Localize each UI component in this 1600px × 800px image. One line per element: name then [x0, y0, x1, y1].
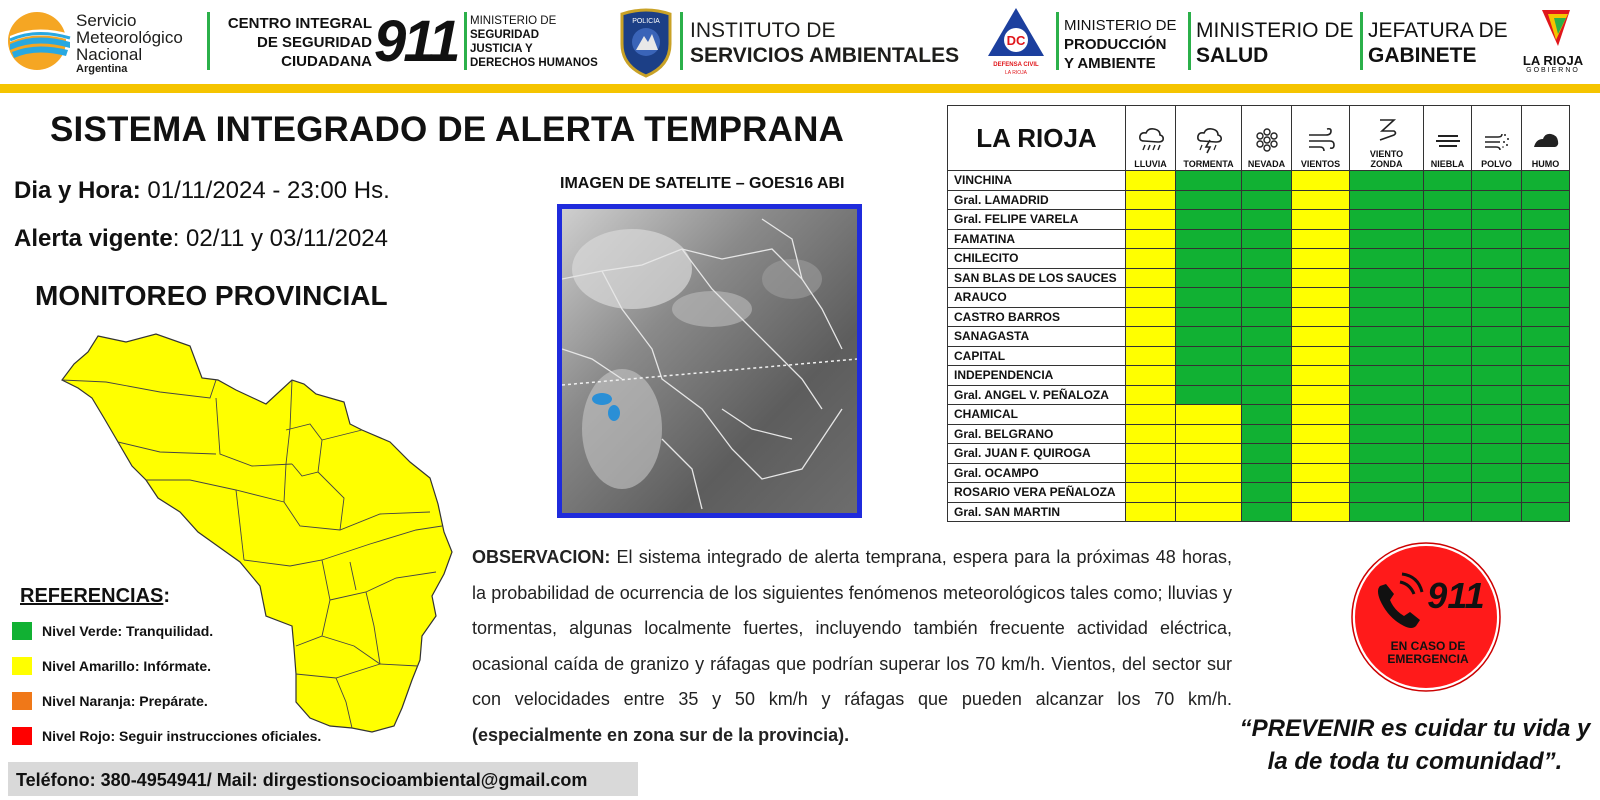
- jefatura-line1: JEFATURA DE: [1368, 19, 1508, 42]
- alert-level-cell: [1522, 171, 1570, 191]
- alert-level-cell: [1522, 210, 1570, 230]
- alert-level-cell: [1126, 463, 1176, 483]
- monitoreo-title: MONITOREO PROVINCIAL: [35, 280, 388, 311]
- smn-country: Argentina: [76, 63, 128, 75]
- table-row: [948, 288, 1570, 308]
- department-name: Gral. SAN MARTIN: [948, 502, 1126, 522]
- alert-level-cell: [1176, 190, 1242, 210]
- isa-line2: SERVICIOS AMBIENTALES: [690, 44, 960, 67]
- alert-level-cell: [1126, 307, 1176, 327]
- department-name: Gral. OCAMPO: [948, 463, 1126, 483]
- alert-level-cell: [1126, 483, 1176, 503]
- alert-level-cell: [1472, 483, 1522, 503]
- alert-level-cell: [1522, 307, 1570, 327]
- cisc-911-logo: [214, 6, 458, 78]
- la-rioja-mark-icon: [1508, 6, 1598, 52]
- alert-level-cell: [1292, 190, 1350, 210]
- alert-level-cell: [1424, 210, 1472, 230]
- alert-level-cell: [1242, 463, 1292, 483]
- alert-level-cell: [1424, 171, 1472, 191]
- alert-level-cell: [1176, 229, 1242, 249]
- alert-level-cell: [1292, 483, 1350, 503]
- legend-swatch: [12, 692, 32, 710]
- alert-level-cell: [1292, 346, 1350, 366]
- min-prod-line2: PRODUCCIÓN: [1064, 36, 1167, 53]
- alert-level-cell: [1522, 444, 1570, 464]
- dust-icon: [1482, 125, 1512, 155]
- department-name: Gral. BELGRANO: [948, 424, 1126, 444]
- alert-level-cell: [1242, 210, 1292, 230]
- alert-level-cell: [1242, 483, 1292, 503]
- alert-level-cell: [1126, 366, 1176, 386]
- alert-level-cell: [1350, 307, 1424, 327]
- alert-level-cell: [1472, 385, 1522, 405]
- rain-icon: [1136, 125, 1166, 155]
- alert-level-cell: [1292, 444, 1350, 464]
- fecha-label: Dia y Hora:: [14, 177, 141, 204]
- alert-level-cell: [1242, 268, 1292, 288]
- alert-level-cell: [1292, 249, 1350, 269]
- alert-level-cell: [1350, 483, 1424, 503]
- min-seg-line4: DERECHOS HUMANOS: [470, 57, 598, 69]
- alert-level-cell: [1424, 190, 1472, 210]
- department-name: Gral. FELIPE VARELA: [948, 210, 1126, 230]
- alert-level-cell: [1472, 288, 1522, 308]
- alert-level-cell: [1176, 502, 1242, 522]
- alert-table: [947, 105, 1570, 522]
- alert-level-cell: [1350, 229, 1424, 249]
- alert-level-cell: [1242, 444, 1292, 464]
- slogan: [1232, 712, 1598, 778]
- cisc-number: 911: [374, 9, 458, 74]
- alert-level-cell: [1292, 229, 1350, 249]
- cisc-line2: DE SEGURIDAD: [256, 34, 372, 51]
- table-row: [948, 385, 1570, 405]
- legend-label: Nivel Verde: Tranquilidad.: [42, 623, 214, 639]
- table-row: [948, 268, 1570, 288]
- alert-level-cell: [1126, 385, 1176, 405]
- department-name: SANAGASTA: [948, 327, 1126, 347]
- alert-level-cell: [1350, 502, 1424, 522]
- smn-line1: Servicio: [76, 11, 137, 30]
- legend-swatch: [12, 727, 32, 745]
- alert-level-cell: [1242, 249, 1292, 269]
- department-name: VINCHINA: [948, 171, 1126, 191]
- table-row: [948, 210, 1570, 230]
- alerta-value: : 02/11 y 03/11/2024: [172, 225, 389, 252]
- dc-line2: LA RIOJA: [1005, 70, 1027, 76]
- alert-level-cell: [1350, 210, 1424, 230]
- referencias-title-text: REFERENCIAS: [20, 585, 164, 607]
- col-label: LLUVIA: [1134, 159, 1167, 169]
- fecha-hora: [14, 177, 390, 205]
- table-row: [948, 502, 1570, 522]
- alert-level-cell: [1522, 385, 1570, 405]
- col-label: POLVO: [1481, 159, 1512, 169]
- alert-level-cell: [1472, 190, 1522, 210]
- header-separator: [464, 12, 467, 70]
- alert-level-cell: [1242, 424, 1292, 444]
- alert-level-cell: [1472, 405, 1522, 425]
- table-row: [948, 190, 1570, 210]
- table-row: [948, 424, 1570, 444]
- zonda-icon: [1372, 115, 1402, 145]
- col-niebla: [1424, 106, 1472, 171]
- alert-level-cell: [1242, 190, 1292, 210]
- satellite-imagery: [562, 209, 857, 513]
- col-polvo: [1472, 106, 1522, 171]
- alert-level-cell: [1472, 307, 1522, 327]
- alerta-label: Alerta vigente: [14, 225, 173, 252]
- policia-label: POLICIA: [632, 18, 660, 25]
- table-row: [948, 327, 1570, 347]
- alert-level-cell: [1424, 327, 1472, 347]
- alert-level-cell: [1472, 346, 1522, 366]
- alert-level-cell: [1350, 190, 1424, 210]
- alert-level-cell: [1350, 444, 1424, 464]
- alert-level-cell: [1424, 424, 1472, 444]
- min-prod-line3: Y AMBIENTE: [1064, 55, 1156, 72]
- department-name: CHAMICAL: [948, 405, 1126, 425]
- alert-level-cell: [1126, 288, 1176, 308]
- table-row: [948, 405, 1570, 425]
- alert-level-cell: [1424, 346, 1472, 366]
- alert-level-cell: [1522, 366, 1570, 386]
- alert-level-cell: [1424, 385, 1472, 405]
- legend-item: [12, 653, 352, 688]
- alert-level-cell: [1350, 249, 1424, 269]
- policia-badge: [618, 6, 674, 78]
- cisc-line3: CIUDADANA: [281, 53, 372, 70]
- header-separator: [1188, 12, 1191, 70]
- wind-icon: [1306, 125, 1336, 155]
- jefatura-line2: GABINETE: [1368, 44, 1477, 67]
- smn-line3: Nacional: [76, 45, 143, 64]
- smoke-icon: [1531, 125, 1561, 155]
- smn-logo: [6, 6, 206, 78]
- table-row: [948, 483, 1570, 503]
- emergency-line1: EN CASO DE: [1390, 639, 1466, 653]
- alert-level-cell: [1472, 366, 1522, 386]
- department-name: SAN BLAS DE LOS SAUCES: [948, 268, 1126, 288]
- alert-level-cell: [1472, 229, 1522, 249]
- slogan-line2: la de toda tu comunidad”.: [1267, 748, 1563, 775]
- alert-level-cell: [1292, 288, 1350, 308]
- col-lluvia: [1126, 106, 1176, 171]
- alert-level-cell: [1126, 229, 1176, 249]
- header-separator: [207, 12, 210, 70]
- observacion-text: El sistema integrado de alerta temprana, espera para la próximas 48 horas, la probabilidad de ocurrencia de los siguientes fenómenos meteorológicos tales como; lluvias y tormentas, algunas localmente fuertes, incluyendo también frecuente actividad eléctrica, ocasional caída de granizo y ráfagas que podrían superar los 70 km/h. Vientos, del sector sur con velocidades entre 35 y 50 km/h y ráfagas que pueden alcanzar los 70 km/h.: [472, 547, 1232, 710]
- alert-level-cell: [1176, 385, 1242, 405]
- department-name: Gral. LAMADRID: [948, 190, 1126, 210]
- department-name: CAPITAL: [948, 346, 1126, 366]
- min-prod-line1: MINISTERIO DE: [1064, 17, 1177, 34]
- table-row: [948, 444, 1570, 464]
- alert-level-cell: [1126, 171, 1176, 191]
- legend-item: [12, 688, 352, 723]
- alert-level-cell: [1176, 444, 1242, 464]
- alert-level-cell: [1242, 366, 1292, 386]
- alert-level-cell: [1176, 346, 1242, 366]
- legend-label: Nivel Rojo: Seguir instrucciones oficiales.: [42, 728, 322, 744]
- alert-level-cell: [1522, 249, 1570, 269]
- alert-level-cell: [1126, 346, 1176, 366]
- alert-level-cell: [1424, 366, 1472, 386]
- min-salud-line2: SALUD: [1196, 44, 1269, 67]
- alert-level-cell: [1424, 483, 1472, 503]
- alert-level-cell: [1292, 502, 1350, 522]
- col-tormenta: [1176, 106, 1242, 171]
- table-row: [948, 249, 1570, 269]
- alert-level-cell: [1292, 171, 1350, 191]
- cisc-line1: CENTRO INTEGRAL: [227, 15, 372, 32]
- department-name: ROSARIO VERA PEÑALOZA: [948, 483, 1126, 503]
- alert-level-cell: [1350, 405, 1424, 425]
- fecha-value: 01/11/2024 - 23:00 Hs.: [140, 177, 390, 204]
- alert-level-cell: [1424, 502, 1472, 522]
- header-separator: [680, 12, 683, 70]
- alert-level-cell: [1292, 210, 1350, 230]
- alert-level-cell: [1126, 268, 1176, 288]
- legend-label: Nivel Naranja: Prepárate.: [42, 693, 208, 709]
- alert-level-cell: [1292, 424, 1350, 444]
- alert-level-cell: [1522, 190, 1570, 210]
- observacion-paragraph: [472, 540, 1232, 754]
- smn-line2: Meteorológico: [76, 28, 183, 47]
- header-logos: [0, 0, 1600, 84]
- isa-line1: INSTITUTO DE: [690, 19, 836, 42]
- alert-level-cell: [1424, 405, 1472, 425]
- police-shield-icon: [618, 6, 674, 78]
- alert-level-cell: [1424, 463, 1472, 483]
- department-name: CASTRO BARROS: [948, 307, 1126, 327]
- alert-level-cell: [1126, 405, 1176, 425]
- alert-level-cell: [1176, 307, 1242, 327]
- alert-level-cell: [1242, 502, 1292, 522]
- alert-level-cell: [1292, 463, 1350, 483]
- alert-level-cell: [1242, 346, 1292, 366]
- min-salud-line1: MINISTERIO DE: [1196, 19, 1354, 42]
- alert-level-cell: [1292, 366, 1350, 386]
- alert-level-cell: [1176, 424, 1242, 444]
- smn-swirl-icon: [6, 10, 72, 72]
- alert-level-cell: [1350, 385, 1424, 405]
- table-row: [948, 171, 1570, 191]
- defensa-civil-logo: [986, 6, 1046, 78]
- table-row: [948, 346, 1570, 366]
- referencias-title: [20, 585, 352, 608]
- col-label: VIENTOS: [1300, 159, 1341, 169]
- legend-item: [12, 618, 352, 653]
- observacion-tail: (especialmente en zona sur de la provincia).: [472, 724, 850, 745]
- col-humo: [1522, 106, 1570, 171]
- observacion-label: OBSERVACION:: [472, 547, 611, 567]
- col-vientos: [1292, 106, 1350, 171]
- alert-table-body: [948, 171, 1570, 522]
- alert-level-cell: [1242, 405, 1292, 425]
- alert-level-cell: [1126, 424, 1176, 444]
- alert-level-cell: [1522, 424, 1570, 444]
- legend-swatch: [12, 657, 32, 675]
- alerta-vigente: [14, 225, 388, 253]
- alert-level-cell: [1472, 268, 1522, 288]
- alert-level-cell: [1292, 307, 1350, 327]
- la-rioja-line1: LA RIOJA: [1522, 53, 1584, 68]
- alert-level-cell: [1350, 346, 1424, 366]
- min-salud-logo: [1196, 6, 1356, 78]
- alert-level-cell: [1350, 288, 1424, 308]
- header-separator: [1360, 12, 1363, 70]
- alert-level-cell: [1522, 463, 1570, 483]
- alert-level-cell: [1472, 171, 1522, 191]
- alert-level-cell: [1424, 307, 1472, 327]
- alert-level-cell: [1350, 366, 1424, 386]
- alert-level-cell: [1472, 502, 1522, 522]
- alert-level-cell: [1176, 210, 1242, 230]
- col-label: NEVADA: [1247, 159, 1286, 169]
- defensa-civil-icon: [986, 6, 1046, 78]
- alert-level-cell: [1242, 288, 1292, 308]
- alert-level-cell: [1350, 463, 1424, 483]
- snow-icon: [1252, 125, 1282, 155]
- dc-line1: DEFENSA CIVIL: [993, 62, 1039, 68]
- table-row: [948, 307, 1570, 327]
- table-header-row: [948, 106, 1570, 171]
- jefatura-logo: [1368, 6, 1518, 78]
- emergency-number: 911: [1427, 575, 1485, 616]
- alert-level-cell: [1522, 346, 1570, 366]
- alert-level-cell: [1350, 327, 1424, 347]
- dc-mark: DC: [1006, 33, 1026, 48]
- alert-level-cell: [1176, 171, 1242, 191]
- department-name: INDEPENDENCIA: [948, 366, 1126, 386]
- alert-level-cell: [1522, 268, 1570, 288]
- min-seg-line1: MINISTERIO DE: [470, 15, 557, 27]
- region-title: LA RIOJA: [948, 106, 1126, 171]
- table-row: [948, 366, 1570, 386]
- header-separator: [1056, 12, 1059, 70]
- alert-level-cell: [1126, 502, 1176, 522]
- min-seg-line3: JUSTICIA Y: [470, 43, 533, 55]
- alert-level-cell: [1472, 424, 1522, 444]
- alert-level-cell: [1242, 229, 1292, 249]
- referencias-legend: [12, 585, 352, 758]
- department-name: FAMATINA: [948, 229, 1126, 249]
- la-rioja-line2: GOBIERNO: [1526, 67, 1580, 74]
- alert-level-cell: [1424, 229, 1472, 249]
- isa-logo: [690, 6, 990, 78]
- alert-level-cell: [1522, 405, 1570, 425]
- alert-level-cell: [1472, 327, 1522, 347]
- emergency-line2: EMERGENCIA: [1387, 652, 1469, 666]
- col-label: TORMENTA: [1183, 159, 1234, 169]
- alert-level-cell: [1292, 268, 1350, 288]
- alert-level-cell: [1522, 327, 1570, 347]
- min-seguridad-logo: [470, 6, 620, 78]
- legend-swatch: [12, 622, 32, 640]
- alert-level-cell: [1472, 463, 1522, 483]
- alert-level-cell: [1292, 405, 1350, 425]
- alert-level-cell: [1176, 249, 1242, 269]
- department-name: ARAUCO: [948, 288, 1126, 308]
- legend-label: Nivel Amarillo: Infórmate.: [42, 658, 212, 674]
- min-seg-line2: SEGURIDAD: [470, 29, 540, 41]
- alert-level-cell: [1424, 268, 1472, 288]
- alert-level-cell: [1424, 444, 1472, 464]
- alert-level-cell: [1176, 483, 1242, 503]
- col-label: NIEBLA: [1430, 159, 1465, 169]
- alert-level-cell: [1242, 327, 1292, 347]
- alert-level-cell: [1126, 327, 1176, 347]
- alert-level-cell: [1176, 268, 1242, 288]
- alert-level-cell: [1126, 210, 1176, 230]
- fog-icon: [1433, 125, 1463, 155]
- alert-level-cell: [1126, 190, 1176, 210]
- alert-level-cell: [1522, 229, 1570, 249]
- alert-level-cell: [1522, 483, 1570, 503]
- alert-level-cell: [1292, 327, 1350, 347]
- alert-level-cell: [1242, 171, 1292, 191]
- page-title: SISTEMA INTEGRADO DE ALERTA TEMPRANA: [50, 110, 845, 149]
- alert-level-cell: [1350, 171, 1424, 191]
- table-row: [948, 229, 1570, 249]
- col-label: HUMO: [1531, 159, 1560, 169]
- contact-bar: Teléfono: 380-4954941/ Mail: dirgestionsocioambiental@gmail.com: [8, 762, 638, 796]
- alert-level-cell: [1176, 327, 1242, 347]
- department-name: Gral. JUAN F. QUIROGA: [948, 444, 1126, 464]
- department-name: Gral. ANGEL V. PEÑALOZA: [948, 385, 1126, 405]
- alert-level-cell: [1126, 444, 1176, 464]
- alert-level-cell: [1126, 249, 1176, 269]
- alert-level-cell: [1242, 385, 1292, 405]
- alert-level-cell: [1472, 444, 1522, 464]
- referencias-title-colon: :: [163, 585, 171, 607]
- alert-level-cell: [1176, 288, 1242, 308]
- satellite-title: IMAGEN DE SATELITE – GOES16 ABI: [560, 175, 845, 192]
- alert-level-cell: [1522, 288, 1570, 308]
- alert-level-cell: [1176, 405, 1242, 425]
- alert-level-cell: [1424, 249, 1472, 269]
- alert-level-cell: [1350, 424, 1424, 444]
- alert-level-cell: [1424, 288, 1472, 308]
- alert-level-cell: [1242, 307, 1292, 327]
- alert-level-cell: [1472, 210, 1522, 230]
- alert-level-cell: [1522, 502, 1570, 522]
- la-rioja-gobierno-logo: [1508, 6, 1598, 78]
- col-viento-zonda: [1350, 106, 1424, 171]
- min-produccion-logo: [1064, 6, 1184, 78]
- col-label: VIENTO ZONDA: [1369, 149, 1404, 169]
- header-accent-bar: [0, 84, 1600, 93]
- table-row: [948, 463, 1570, 483]
- col-nevada: [1242, 106, 1292, 171]
- alert-level-cell: [1176, 366, 1242, 386]
- slogan-line1: “PREVENIR es cuidar tu vida y: [1239, 715, 1591, 742]
- alert-level-cell: [1350, 268, 1424, 288]
- satellite-image: [557, 204, 862, 518]
- alert-level-cell: [1176, 463, 1242, 483]
- referencias-list: [12, 618, 352, 758]
- alert-level-cell: [1292, 385, 1350, 405]
- storm-icon: [1194, 125, 1224, 155]
- department-name: CHILECITO: [948, 249, 1126, 269]
- emergency-911-badge: [1348, 542, 1504, 692]
- legend-item: [12, 723, 352, 758]
- alert-level-cell: [1472, 249, 1522, 269]
